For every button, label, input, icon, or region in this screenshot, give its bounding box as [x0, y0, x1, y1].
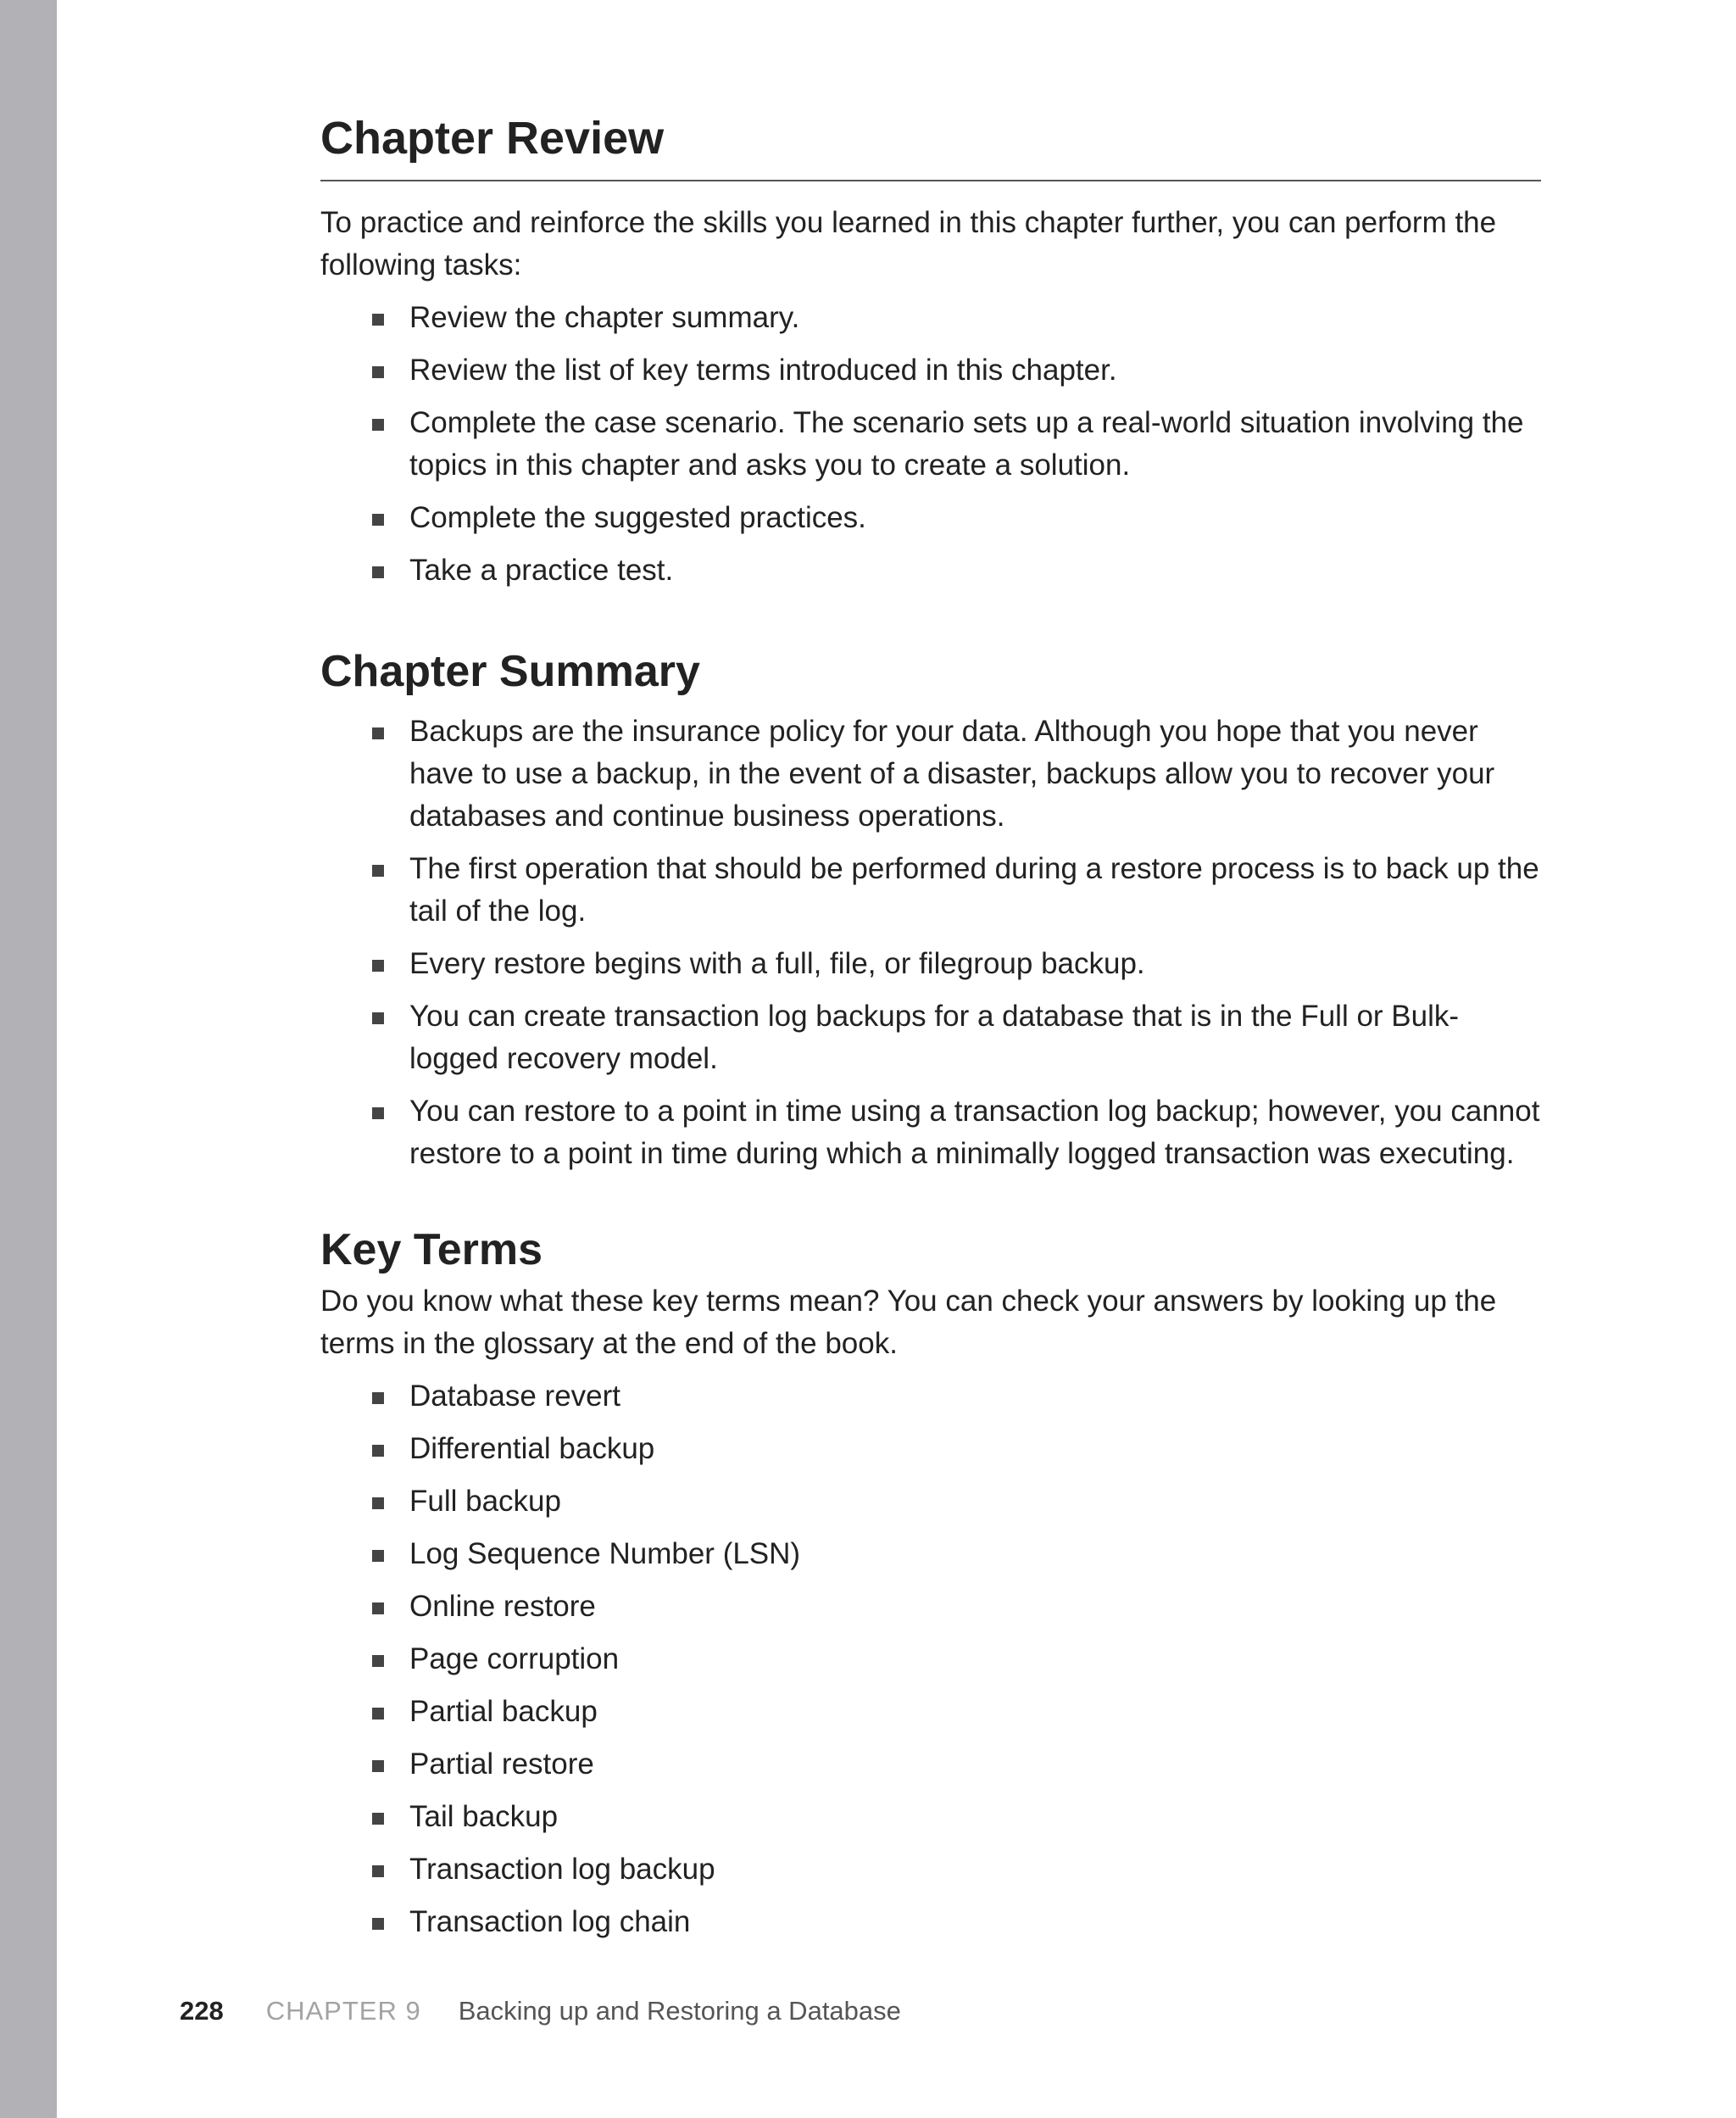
bullet-square-icon — [372, 1550, 384, 1562]
list-item — [320, 943, 1541, 985]
list-item-text: You can restore to a point in time using a transaction log backup; however, you cannot restore to a point in time during which a minimally logged transaction was executing. — [409, 1095, 1540, 1170]
list-item-text: Backups are the insurance policy for your data. Although you hope that you never have to use a backup, in the event of a disaster, backups allow you to recover your databases and continue business operations. — [409, 715, 1495, 833]
list-item — [320, 1796, 1541, 1838]
list-item — [320, 349, 1541, 392]
list-item — [320, 1533, 1541, 1575]
list-item — [320, 1480, 1541, 1523]
bullet-square-icon — [372, 1497, 384, 1509]
chapter-review-intro: To practice and reinforce the skills you learned in this chapter further, you can perform the following tasks: — [320, 206, 1497, 281]
list-item-text: Tail backup — [409, 1800, 559, 1833]
list-item-text: You can create transaction log backups for a database that is in the Full or Bulk-logged recovery model. — [409, 1000, 1460, 1075]
bullet-square-icon — [372, 514, 384, 526]
list-item-text: Partial restore — [409, 1747, 594, 1781]
list-item — [320, 1638, 1541, 1680]
list-item-text: Full backup — [409, 1485, 561, 1518]
bullet-square-icon — [372, 314, 384, 326]
bullet-square-icon — [372, 1012, 384, 1024]
list-item — [320, 1586, 1541, 1628]
list-item — [320, 1848, 1541, 1891]
footer-chapter-title: Backing up and Restoring a Database — [458, 1996, 901, 2026]
list-item-text: Online restore — [409, 1590, 596, 1623]
list-item-text: Log Sequence Number (LSN) — [409, 1537, 801, 1570]
list-item-text: Page corruption — [409, 1642, 620, 1675]
list-item — [320, 1901, 1541, 1943]
bullet-square-icon — [372, 1107, 384, 1119]
list-item-text: Take a practice test. — [409, 554, 674, 587]
list-item — [320, 848, 1541, 933]
list-item — [320, 497, 1541, 539]
list-item-text: The first operation that should be performed during a restore process is to back up the tail of the log. — [409, 852, 1539, 928]
chapter-summary-heading: Chapter Summary — [320, 647, 700, 696]
bullet-square-icon — [372, 1655, 384, 1667]
key-terms-heading: Key Terms — [320, 1225, 543, 1274]
bullet-square-icon — [372, 366, 384, 378]
list-item-text: Transaction log backup — [409, 1853, 715, 1886]
list-item-text: Transaction log chain — [409, 1905, 691, 1938]
page-number: 228 — [180, 1996, 224, 2026]
list-item — [320, 711, 1541, 838]
list-item-text: Every restore begins with a full, file, or filegroup backup. — [409, 947, 1145, 980]
list-item — [320, 402, 1541, 487]
chapter-review-heading: Chapter Review — [320, 113, 665, 164]
bullet-square-icon — [372, 865, 384, 877]
list-item — [320, 1090, 1541, 1175]
bullet-square-icon — [372, 960, 384, 972]
list-item-text: Complete the suggested practices. — [409, 501, 866, 534]
bullet-square-icon — [372, 1813, 384, 1825]
bullet-square-icon — [372, 1865, 384, 1877]
chapter-summary-list — [320, 711, 1541, 1175]
bullet-square-icon — [372, 1760, 384, 1772]
page-footer — [180, 1993, 901, 2030]
key-terms-section — [320, 1221, 1541, 1943]
bullet-square-icon — [372, 419, 384, 431]
list-item-text: Partial backup — [409, 1695, 598, 1728]
list-item — [320, 549, 1541, 592]
key-terms-list — [320, 1375, 1541, 1943]
list-item-text: Review the list of key terms introduced in this chapter. — [409, 354, 1117, 387]
bullet-square-icon — [372, 1602, 384, 1614]
bullet-square-icon — [372, 1708, 384, 1719]
bullet-square-icon — [372, 1445, 384, 1457]
list-item-text: Differential backup — [409, 1432, 655, 1465]
heading-rule — [320, 180, 1541, 181]
chapter-summary-section — [320, 643, 1541, 1175]
footer-chapter-label: CHAPTER 9 — [265, 1996, 421, 2026]
bullet-square-icon — [372, 1392, 384, 1404]
bullet-square-icon — [372, 727, 384, 739]
list-item — [320, 995, 1541, 1080]
list-item — [320, 297, 1541, 339]
bullet-square-icon — [372, 566, 384, 578]
list-item — [320, 1375, 1541, 1418]
key-terms-intro: Do you know what these key terms mean? You can check your answers by looking up the terms in the glossary at the end of the book. — [320, 1285, 1497, 1360]
list-item — [320, 1743, 1541, 1786]
chapter-review-list — [320, 297, 1541, 592]
list-item-text: Database revert — [409, 1379, 621, 1413]
chapter-review-section — [320, 109, 1541, 592]
list-item — [320, 1691, 1541, 1733]
page-edge-band — [0, 0, 57, 2118]
list-item-text: Complete the case scenario. The scenario sets up a real-world situation involving the topics in this chapter and asks you to create a solution. — [409, 406, 1524, 482]
list-item — [320, 1428, 1541, 1470]
list-item-text: Review the chapter summary. — [409, 301, 800, 334]
bullet-square-icon — [372, 1918, 384, 1930]
